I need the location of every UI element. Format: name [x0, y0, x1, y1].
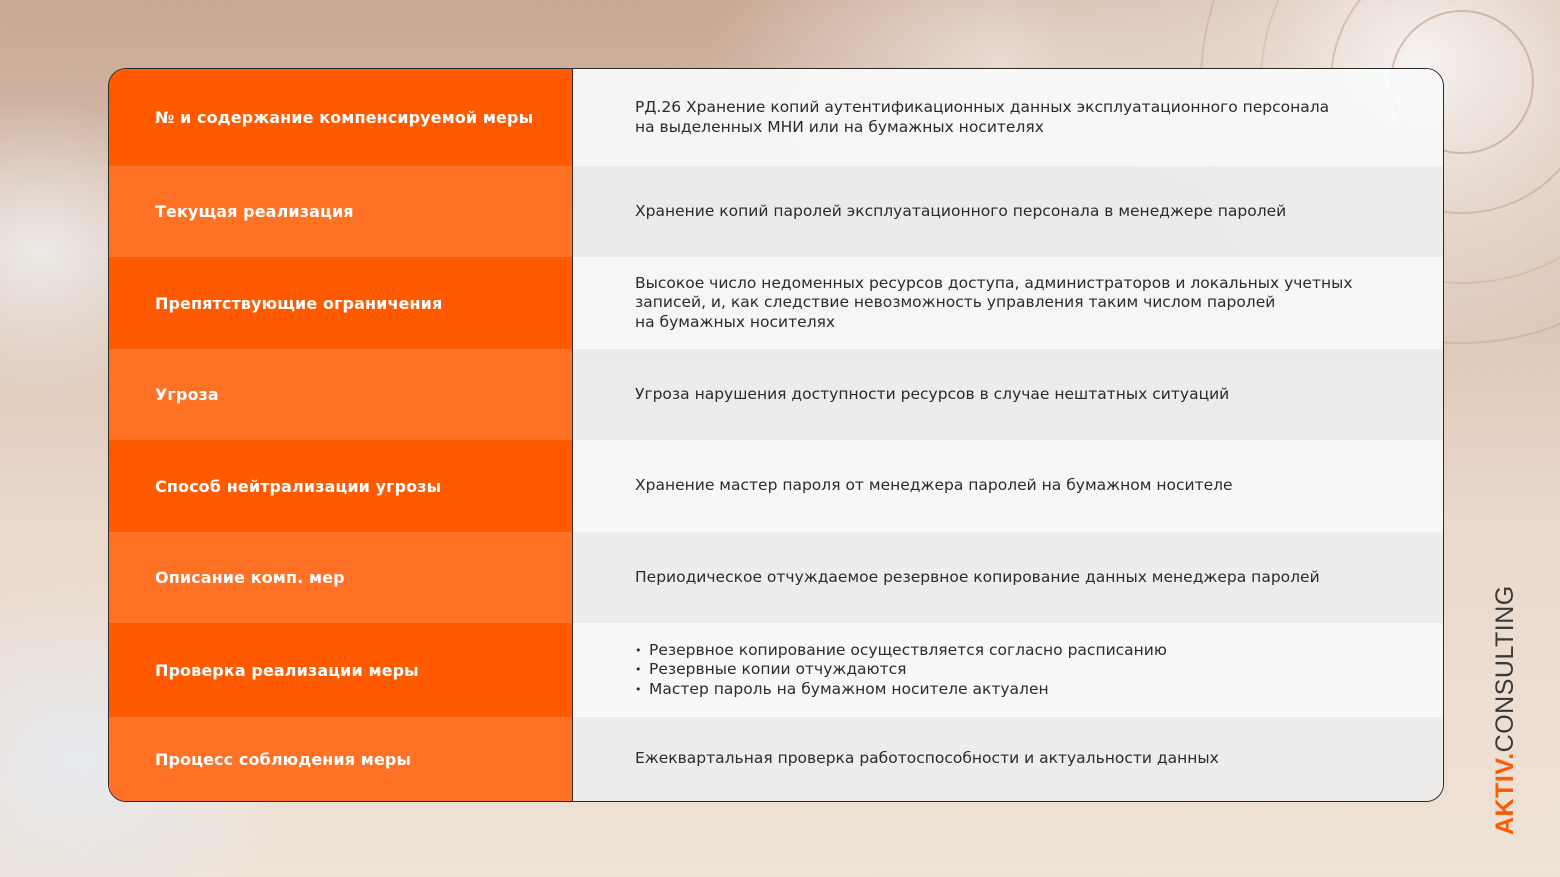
row-value [573, 717, 1443, 801]
row-label: Угроза [109, 349, 573, 440]
table-row [109, 69, 1443, 166]
row-label: Способ нейтрализации угрозы [109, 440, 573, 532]
bullet-icon: • [635, 643, 642, 657]
row-label: Описание комп. мер [109, 532, 573, 623]
value-line: Хранение копий паролей эксплуатационного персонала в менеджере паролей [635, 201, 1287, 220]
row-value [573, 623, 1443, 717]
bullet-item [635, 680, 1383, 700]
value-line: Ежеквартальная проверка работоспособности и актуальности данных [635, 749, 1219, 768]
value-line: Угроза нарушения доступности ресурсов в случае нештатных ситуаций [635, 384, 1230, 403]
bullet-text: Резервное копирование осуществляется согласно расписанию [649, 640, 1167, 659]
bullet-icon: • [635, 663, 642, 677]
value-line: на выделенных МНИ или на бумажных носителях [635, 117, 1044, 136]
bullet-item [635, 641, 1383, 661]
row-label: Проверка реализации меры [109, 623, 573, 717]
brand-part-consulting: CONSULTING [1491, 585, 1519, 753]
row-value [573, 257, 1443, 349]
table-row [109, 349, 1443, 440]
row-value [573, 69, 1443, 166]
table-row [109, 440, 1443, 532]
table-row [109, 166, 1443, 257]
table-row [109, 532, 1443, 623]
value-line: на бумажных носителях [635, 312, 836, 331]
row-value [573, 166, 1443, 257]
row-value [573, 440, 1443, 532]
table-row [109, 623, 1443, 717]
bullet-text: Резервные копии отчуждаются [649, 660, 907, 679]
row-label: № и содержание компенсируемой меры [109, 69, 573, 166]
value-line: РД.26 Хранение копий аутентификационных данных эксплуатационного персонала [635, 98, 1330, 116]
row-label: Препятствующие ограничения [109, 257, 573, 349]
brand-logo [1490, 585, 1520, 835]
measure-table [108, 68, 1444, 802]
value-line: записей, и, как следствие невозможность управления таким числом паролей [635, 293, 1276, 312]
bullet-text: Мастер пароль на бумажном носителе актуален [649, 679, 1049, 698]
value-line: Высокое число недоменных ресурсов доступа, администраторов и локальных учетных [635, 273, 1353, 292]
row-value [573, 532, 1443, 623]
bullet-list [635, 641, 1383, 700]
bullet-icon: • [635, 682, 642, 696]
table-row [109, 717, 1443, 801]
bullet-item [635, 660, 1383, 680]
brand-part-aktiv: AKTIV. [1491, 752, 1519, 835]
table-row [109, 257, 1443, 349]
value-line: Периодическое отчуждаемое резервное копирование данных менеджера паролей [635, 567, 1320, 586]
row-label: Процесс соблюдения меры [109, 717, 573, 801]
row-label: Текущая реализация [109, 166, 573, 257]
value-line: Хранение мастер пароля от менеджера паролей на бумажном носителе [635, 476, 1233, 495]
row-value [573, 349, 1443, 440]
